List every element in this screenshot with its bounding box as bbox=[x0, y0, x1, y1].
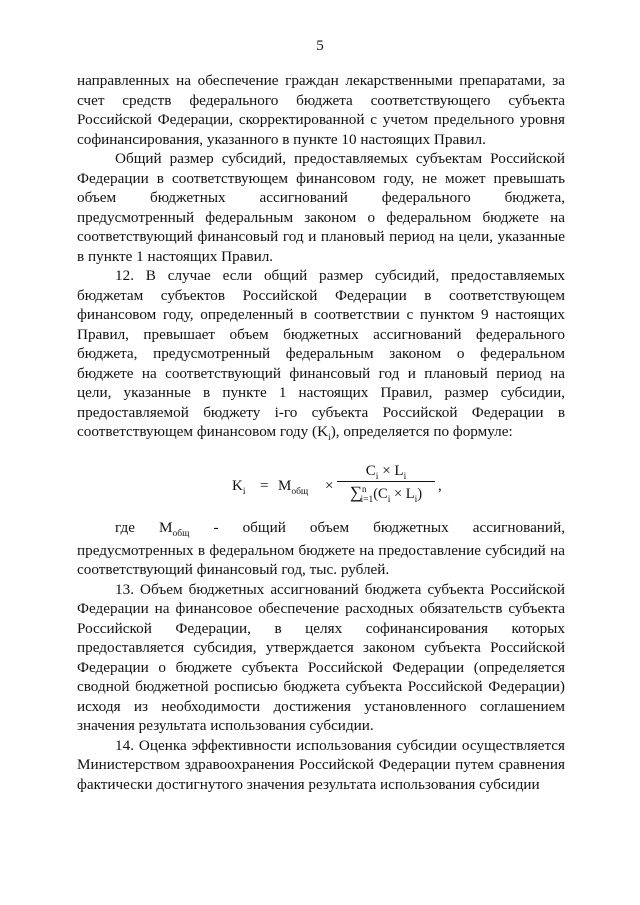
formula-lhs: $K_i$ bbox=[232, 478, 246, 497]
where-dash: - bbox=[213, 519, 219, 536]
paragraph-continued: направленных на обеспечение граждан лекарственными препаратами, за счет средств федерального бюджета соответствующего субъекта Российской Федерации, скорректированной с учетом предельного уровня софинансирования, указанного в пункте 10 настоящих Правил. bbox=[77, 72, 565, 148]
where-definition: предусмотренных в федеральном бюджете на предоставление субсидий на соответствующий финансовый год, тыс. рублей. bbox=[77, 541, 565, 578]
paragraph-12-text: 12. В случае если общий размер субсидий, предоставляемых бюджетам субъектов Российской Федерации в соответствующем финансовом году, определенный в соответствии с пунктом 9 настоящих Правил, превышает объем бюджетных ассигнований федерального бюджета, предусмотренный федеральным законом о федеральном бюджете на соответствующий финансовый год и плановый период на цели, указанные в пункте 1 настоящих Правил, размер субсидии, предоставляемой бюджету i-го субъекта Российской Федерации в соответствующем финансовом году (K bbox=[77, 267, 565, 440]
formula-comma: , bbox=[438, 478, 442, 494]
body-text-bottom bbox=[77, 518, 565, 794]
paragraph-12-after: ), определяется по формуле: bbox=[330, 423, 513, 440]
page-number: 5 bbox=[316, 38, 324, 54]
formula-denominator: $\sum^n_{i=1}(C_i \times L_i)$ bbox=[349, 483, 423, 505]
paragraph-14: 14. Оценка эффективности использования субсидии осуществляется Министерством здравоохранения Российской Федерации путем сравнения фактически достигнутого значения результата использования субсидии bbox=[77, 736, 565, 793]
paragraph-12 bbox=[77, 266, 565, 445]
where-word: общий bbox=[242, 519, 286, 536]
formula-equals: = bbox=[260, 478, 269, 494]
where-word: ассигнований, bbox=[472, 519, 565, 536]
subsidy-formula bbox=[232, 463, 442, 514]
where-word: бюджетных bbox=[373, 519, 449, 536]
formula-numerator: $C_i \times L_i$ bbox=[365, 463, 407, 482]
formula-times: × bbox=[325, 478, 334, 494]
paragraph-12-sub: i bbox=[328, 433, 331, 443]
where-line bbox=[77, 518, 565, 541]
formula-fraction bbox=[337, 464, 435, 504]
paragraph-total-subsidy: Общий размер субсидий, предоставляемых субъектам Российской Федерации в соответствующем финансовом году, не может превышать объем бюджетных ассигнований федерального бюджета, предусмотренный федеральным законом о федеральном бюджете на соответствующий финансовый год и плановый период на цели, указанные в пункте 1 настоящих Правил. bbox=[77, 150, 565, 265]
where-m-total: $M_{общ}$ bbox=[159, 519, 190, 539]
body-text-top bbox=[77, 71, 565, 445]
formula-m-total: $M_{общ}$ bbox=[278, 478, 309, 497]
formula-fraction-bar bbox=[337, 481, 435, 482]
where-word: где bbox=[115, 519, 135, 536]
paragraph-13: 13. Объем бюджетных ассигнований бюджета субъекта Российской Федерации на финансовое обеспечение расходных обязательств субъекта Российской Федерации, в целях софинансирования которых предоставляется субсидия, утверждается законом субъекта Российской Федерации о бюджете субъекта Российской Федерации (определяется сводной бюджетной росписью бюджета субъекта Российской Федерации) исходя из необходимости достижения установленного соглашением значения результата использования субсидии. bbox=[77, 580, 565, 734]
where-word: объем bbox=[309, 519, 350, 536]
